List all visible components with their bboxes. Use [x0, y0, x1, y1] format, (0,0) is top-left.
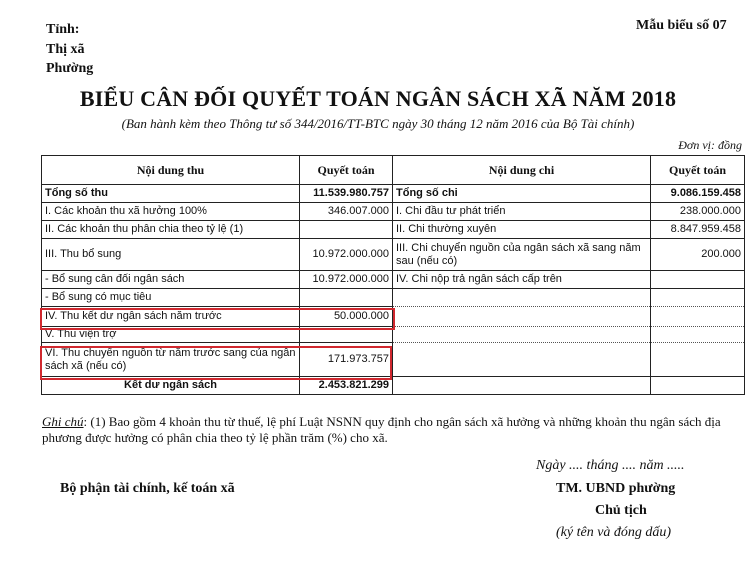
highlight-box-carryover	[40, 308, 395, 330]
income-value-cell: 50.000.000	[300, 307, 393, 327]
signature-committee: TM. UBND phường	[556, 481, 676, 496]
unit-label: Đơn vị: đồng	[678, 138, 742, 152]
province-label: Tỉnh:	[46, 22, 80, 37]
form-number: Mẫu biểu số 07	[636, 18, 727, 33]
ward-label: Phường	[46, 61, 94, 76]
table-row	[42, 239, 745, 271]
income-value-cell: 2.453.821.299	[300, 377, 393, 395]
table-header-row	[42, 156, 745, 185]
signature-finance-dept: Bộ phận tài chính, kế toán xã	[60, 481, 235, 496]
header-expense-value: Quyết toán	[651, 156, 745, 185]
page-title: BIỂU CÂN ĐỐI QUYẾT TOÁN NGÂN SÁCH XÃ NĂM 2018	[79, 86, 677, 111]
income-value-cell: 10.972.000.000	[300, 271, 393, 289]
table-row	[42, 221, 745, 239]
expense-cell	[393, 377, 651, 395]
expense-cell	[393, 307, 651, 327]
footnote	[42, 414, 742, 446]
expense-value-cell	[651, 271, 745, 289]
expense-value-cell	[651, 343, 745, 377]
expense-value-cell: 8.847.959.458	[651, 221, 745, 239]
expense-cell: IV. Chi nộp trả ngân sách cấp trên	[393, 271, 651, 289]
income-cell: - Bổ sung cân đối ngân sách	[42, 271, 300, 289]
income-value-cell	[300, 289, 393, 307]
signature-chairman: Chủ tịch	[595, 503, 647, 518]
expense-value-cell: 200.000	[651, 239, 745, 271]
signature-note: (ký tên và đóng dấu)	[556, 525, 672, 540]
income-cell: III. Thu bổ sung	[42, 239, 300, 271]
expense-value-cell: 238.000.000	[651, 203, 745, 221]
expense-cell: II. Chi thường xuyên	[393, 221, 651, 239]
footnote-text: : (1) Bao gồm 4 khoản thu từ thuế, lệ phí Luật NSNN quy định cho ngân sách xã hưởng và những khoản thu ngân sách địa phương được hưởng có phân chia theo tỷ lệ phần trăm (%) cho xã.	[42, 414, 721, 445]
income-value-cell: 346.007.000	[300, 203, 393, 221]
income-cell: II. Các khoản thu phân chia theo tỷ lệ (1)	[42, 221, 300, 239]
income-cell: I. Các khoản thu xã hưởng 100%	[42, 203, 300, 221]
expense-value-cell	[651, 289, 745, 307]
expense-value-cell	[651, 327, 745, 343]
income-cell: VI. Thu chuyển nguồn từ năm trước sang của ngân sách xã (nếu có)	[42, 343, 300, 377]
expense-cell	[393, 343, 651, 377]
expense-cell: Tổng số chi	[393, 185, 651, 203]
signature-date: Ngày .... tháng .... năm .....	[536, 458, 685, 473]
expense-value-cell	[651, 307, 745, 327]
highlight-box-transfer	[40, 346, 392, 380]
income-cell: Kết dư ngân sách	[42, 377, 300, 395]
income-cell: - Bổ sung có mục tiêu	[42, 289, 300, 307]
expense-cell: III. Chi chuyển nguồn của ngân sách xã sang năm sau (nếu có)	[393, 239, 651, 271]
expense-cell: I. Chi đầu tư phát triển	[393, 203, 651, 221]
town-label: Thị xã	[46, 42, 85, 57]
income-cell: V. Thu viện trợ	[42, 327, 300, 343]
income-value-cell	[300, 221, 393, 239]
expense-value-cell	[651, 377, 745, 395]
header-income: Nội dung thu	[42, 156, 300, 185]
footnote-label: Ghi chú	[42, 414, 84, 429]
income-cell: Tổng số thu	[42, 185, 300, 203]
table-row	[42, 203, 745, 221]
header-expense: Nội dung chi	[393, 156, 651, 185]
table-row	[42, 185, 745, 203]
income-cell: IV. Thu kết dư ngân sách năm trước	[42, 307, 300, 327]
expense-cell	[393, 327, 651, 343]
income-value-cell: 11.539.980.757	[300, 185, 393, 203]
table-row	[42, 289, 745, 307]
page-subtitle: (Ban hành kèm theo Thông tư số 344/2016/TT-BTC ngày 30 tháng 12 năm 2016 của Bộ Tài chính)	[121, 116, 635, 131]
table-row	[42, 271, 745, 289]
income-value-cell: 171.973.757	[300, 343, 393, 377]
income-value-cell: 10.972.000.000	[300, 239, 393, 271]
header-income-value: Quyết toán	[300, 156, 393, 185]
expense-cell	[393, 289, 651, 307]
expense-value-cell: 9.086.159.458	[651, 185, 745, 203]
